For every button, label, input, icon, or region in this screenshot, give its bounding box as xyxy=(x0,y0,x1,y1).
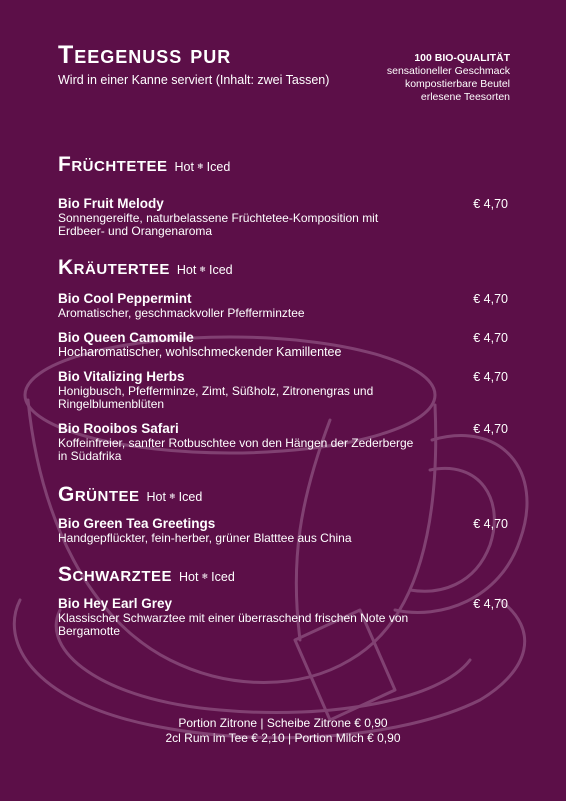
item-price: € 4,70 xyxy=(473,197,508,211)
menu-item xyxy=(58,291,508,320)
iced-label: Iced xyxy=(211,570,235,584)
item-description: Honigbusch, Pfefferminze, Zimt, Süßholz, Zitronengras und Ringelblumenblüten xyxy=(58,384,374,411)
page-title: Teegenuss pur xyxy=(58,41,232,69)
hot-iced-label xyxy=(179,564,235,590)
hot-iced-label xyxy=(175,154,231,180)
item-description: Koffeinfreier, sanfter Rotbuschtee von den Hängen der Zederberge in Südafrika xyxy=(58,436,414,463)
hot-label: Hot xyxy=(174,160,194,174)
snowflake-icon: ❄ xyxy=(201,572,209,581)
hot-iced-label xyxy=(177,257,233,283)
page-subtitle: Wird in einer Kanne serviert (Inhalt: zwei Tassen) xyxy=(58,73,330,87)
section-title-text: Früchtetee xyxy=(58,153,168,176)
item-name: Bio Vitalizing Herbs xyxy=(58,369,185,384)
item-name: Bio Queen Camomile xyxy=(58,330,194,345)
item-name: Bio Hey Earl Grey xyxy=(58,596,173,611)
hot-iced-label xyxy=(147,484,203,510)
iced-label: Iced xyxy=(206,160,231,174)
hot-label: Hot xyxy=(179,570,199,584)
menu-item xyxy=(58,421,508,463)
section-kraeutertee xyxy=(58,255,508,463)
item-description: Handgepflückter, fein-herber, grüner Blatttee aus China xyxy=(58,531,352,545)
snowflake-icon: ❄ xyxy=(168,492,176,501)
section-schwarztee xyxy=(58,562,508,638)
extras-line: 2cl Rum im Tee € 2,10 | Portion Milch € 0,90 xyxy=(165,731,401,745)
quality-line: kompostierbare Beutel xyxy=(404,78,510,90)
section-gruentee xyxy=(58,482,508,545)
section-title xyxy=(58,255,508,283)
item-price: € 4,70 xyxy=(473,422,508,436)
item-description: Hocharomatischer, wohlschmeckender Kamillentee xyxy=(58,345,342,359)
iced-label: Iced xyxy=(178,490,203,504)
snowflake-icon: ❄ xyxy=(196,162,204,171)
item-description: Aromatischer, geschmackvoller Pfefferminztee xyxy=(58,306,305,320)
section-title xyxy=(58,152,508,180)
section-title-text: Grüntee xyxy=(58,483,140,506)
menu-item xyxy=(58,330,508,359)
item-description: Klassischer Schwarztee mit einer überraschend frischen Note von Bergamotte xyxy=(58,611,409,638)
quality-block xyxy=(387,52,510,104)
item-name: Bio Green Tea Greetings xyxy=(58,516,216,531)
section-title xyxy=(58,562,508,590)
hot-label: Hot xyxy=(146,490,166,504)
quality-heading: 100 BIO-QUALITÄT xyxy=(414,52,510,64)
item-price: € 4,70 xyxy=(473,370,508,384)
item-price: € 4,70 xyxy=(473,331,508,345)
item-name: Bio Rooibos Safari xyxy=(58,421,179,436)
section-title xyxy=(58,482,508,510)
menu-item xyxy=(58,196,508,238)
menu-item xyxy=(58,369,508,411)
section-fruechtetee xyxy=(58,152,508,238)
menu-header xyxy=(58,40,510,103)
section-title-text: Schwarztee xyxy=(58,563,173,586)
item-description: Sonnengereifte, naturbelassene Früchtetee-Komposition mit Erdbeer- und Orangenaroma xyxy=(58,211,379,238)
hot-label: Hot xyxy=(176,263,197,277)
extras-footer xyxy=(0,716,566,746)
item-name: Bio Cool Peppermint xyxy=(58,291,192,306)
item-name: Bio Fruit Melody xyxy=(58,196,164,211)
quality-line: sensationeller Geschmack xyxy=(386,65,510,77)
menu-item xyxy=(58,516,508,545)
menu-item xyxy=(58,596,508,638)
section-title-text: Kräutertee xyxy=(58,256,170,279)
snowflake-icon: ❄ xyxy=(199,265,206,274)
extras-line: Portion Zitrone | Scheibe Zitrone € 0,90 xyxy=(178,716,388,730)
item-price: € 4,70 xyxy=(473,292,508,306)
item-price: € 4,70 xyxy=(473,517,508,531)
iced-label: Iced xyxy=(209,263,233,277)
item-price: € 4,70 xyxy=(473,597,508,611)
quality-line: erlesene Teesorten xyxy=(420,91,510,103)
